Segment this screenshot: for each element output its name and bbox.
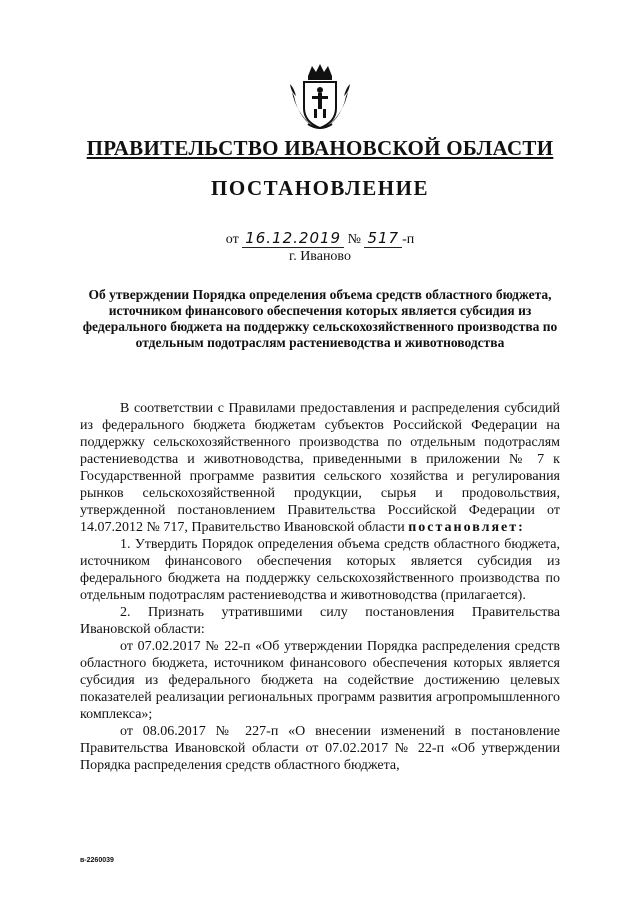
item-2a: от 07.02.2017 № 22-п «Об утверждении Порядка распределения средств областного бюджета, источником финансового обеспечения которых является субсидия из федерального бюджета на содействие достижению целевых показателей реализации региональных программ развития агропромышленного комплекса»; [80, 639, 560, 722]
preamble-text: В соответствии с Правилами предоставления и распределения субсидий из федерального бюджета бюджетам субъектов Российской Федерации на поддержку сельскохозяйственного производства по отдельным подотраслям растениеводства и животноводства, приведенными в приложении № 7 к Государственной программе развития сельского хозяйства и регулирования рынков сельскохозяйственной продукции, сырья и продовольствия, утвержденной постановлением Правительства Российской Федерации от 14.07.2012 № 717, Правительство Ивановской области [80, 401, 560, 535]
coat-of-arms-icon [288, 62, 352, 132]
number-suffix: -п [402, 232, 415, 247]
decree-word: постановляет: [408, 520, 525, 535]
document-body [80, 400, 560, 774]
document-type: ПОСТАНОВЛЕНИЕ [211, 176, 429, 200]
preamble-paragraph [80, 400, 560, 536]
date-number-line [0, 229, 640, 248]
item-1: 1. Утвердить Порядок определения объема средств областного бюджета, источником финансового обеспечения которых является субсидия из федерального бюджета на поддержку сельскохозяйственного производства по отдельным подотраслям растениеводства и животноводства (прилагается). [80, 537, 560, 603]
number-prefix: № [347, 232, 361, 247]
date-prefix: от [225, 232, 239, 247]
city: г. Иваново [289, 249, 351, 264]
document-code: в-2260039 [80, 857, 114, 864]
organization-name: ПРАВИТЕЛЬСТВО ИВАНОВСКОЙ ОБЛАСТИ [86, 136, 554, 160]
document-number: 517 [364, 229, 402, 248]
document-title: Об утверждении Порядка определения объема средств областного бюджета, источником финансового обеспечения которых является субсидия из федерального бюджета на поддержку сельскохозяйственного производства по отдельным подотраслям растениеводства и животноводства [82, 287, 558, 350]
document-date: 16.12.2019 [242, 229, 344, 248]
item-2b: от 08.06.2017 № 227-п «О внесении изменений в постановление Правительства Ивановской области от 07.02.2017 № 22-п «Об утверждении Порядка распределения средств областного бюджета, [80, 724, 560, 773]
item-2: 2. Признать утратившими силу постановления Правительства Ивановской области: [80, 605, 560, 637]
